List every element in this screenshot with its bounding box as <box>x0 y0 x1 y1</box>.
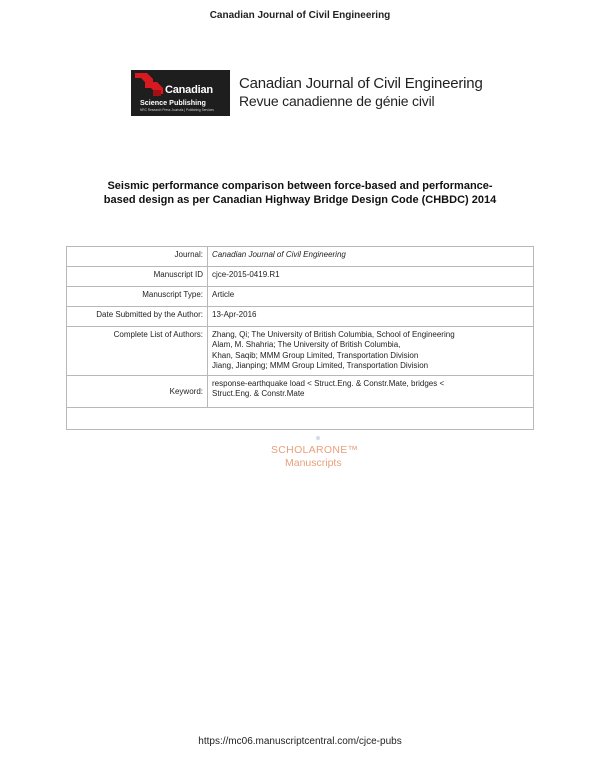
logo-tagline: NRC Research Press Journals | Publishing Services <box>140 108 214 112</box>
keyword-label: Keyword: <box>67 376 208 408</box>
author-entry: Zhang, Qi; The University of British Columbia, School of Engineering <box>212 330 455 339</box>
manuscript-type-value: Article <box>208 287 534 307</box>
table-row <box>67 247 534 267</box>
journal-name-english: Canadian Journal of Civil Engineering <box>239 75 483 92</box>
running-head: Canadian Journal of Civil Engineering <box>209 10 391 21</box>
manuscript-type-label: Manuscript Type: <box>67 287 208 307</box>
keyword-value <box>208 376 534 408</box>
table-row <box>67 267 534 287</box>
journal-value: Canadian Journal of Civil Engineering <box>208 247 534 267</box>
authors-label: Complete List of Authors: <box>67 327 208 376</box>
scholarone-logo <box>271 436 391 476</box>
table-row <box>67 287 534 307</box>
manuscript-id-value: cjce-2015-0419.R1 <box>208 267 534 287</box>
table-row <box>67 376 534 408</box>
date-submitted-value: 13-Apr-2016 <box>208 307 534 327</box>
author-entry: Alam, M. Shahria; The University of British Columbia, <box>212 340 401 350</box>
author-entry: Khan, Saqib; MMM Group Limited, Transportation Division <box>212 350 419 360</box>
authors-list <box>208 327 534 376</box>
table-row-empty <box>67 408 534 430</box>
publisher-logo <box>131 70 230 116</box>
logo-word-canadian: Canadian <box>165 84 213 96</box>
footer-url: https://mc06.manuscriptcentral.com/cjce-pubs <box>198 736 402 747</box>
table-row <box>67 327 534 376</box>
keyword-line: Struct.Eng. & Constr.Mate <box>212 389 305 399</box>
empty-cell <box>67 408 534 430</box>
paper-title: Seismic performance comparison between force-based and performance-based design as per Canadian Highway Bridge Design Code (CHBDC) 2014 <box>103 180 497 206</box>
table-row <box>67 307 534 327</box>
manuscript-metadata-table <box>66 246 534 430</box>
journal-label: Journal: <box>67 247 208 267</box>
scholarone-dot-icon <box>316 436 320 440</box>
journal-name-french: Revue canadienne de génie civil <box>239 93 435 109</box>
date-submitted-label: Date Submitted by the Author: <box>67 307 208 327</box>
scholarone-brand: SCHOLARONE™ <box>271 444 359 456</box>
author-entry: Jiang, Jianping; MMM Group Limited, Transportation Division <box>212 361 429 371</box>
scholarone-product: Manuscripts <box>285 457 342 469</box>
logo-word-science-publishing: Science Publishing <box>140 98 206 107</box>
manuscript-id-label: Manuscript ID <box>67 267 208 287</box>
keyword-line: response-earthquake load < Struct.Eng. & Constr.Mate, bridges < <box>212 379 445 388</box>
